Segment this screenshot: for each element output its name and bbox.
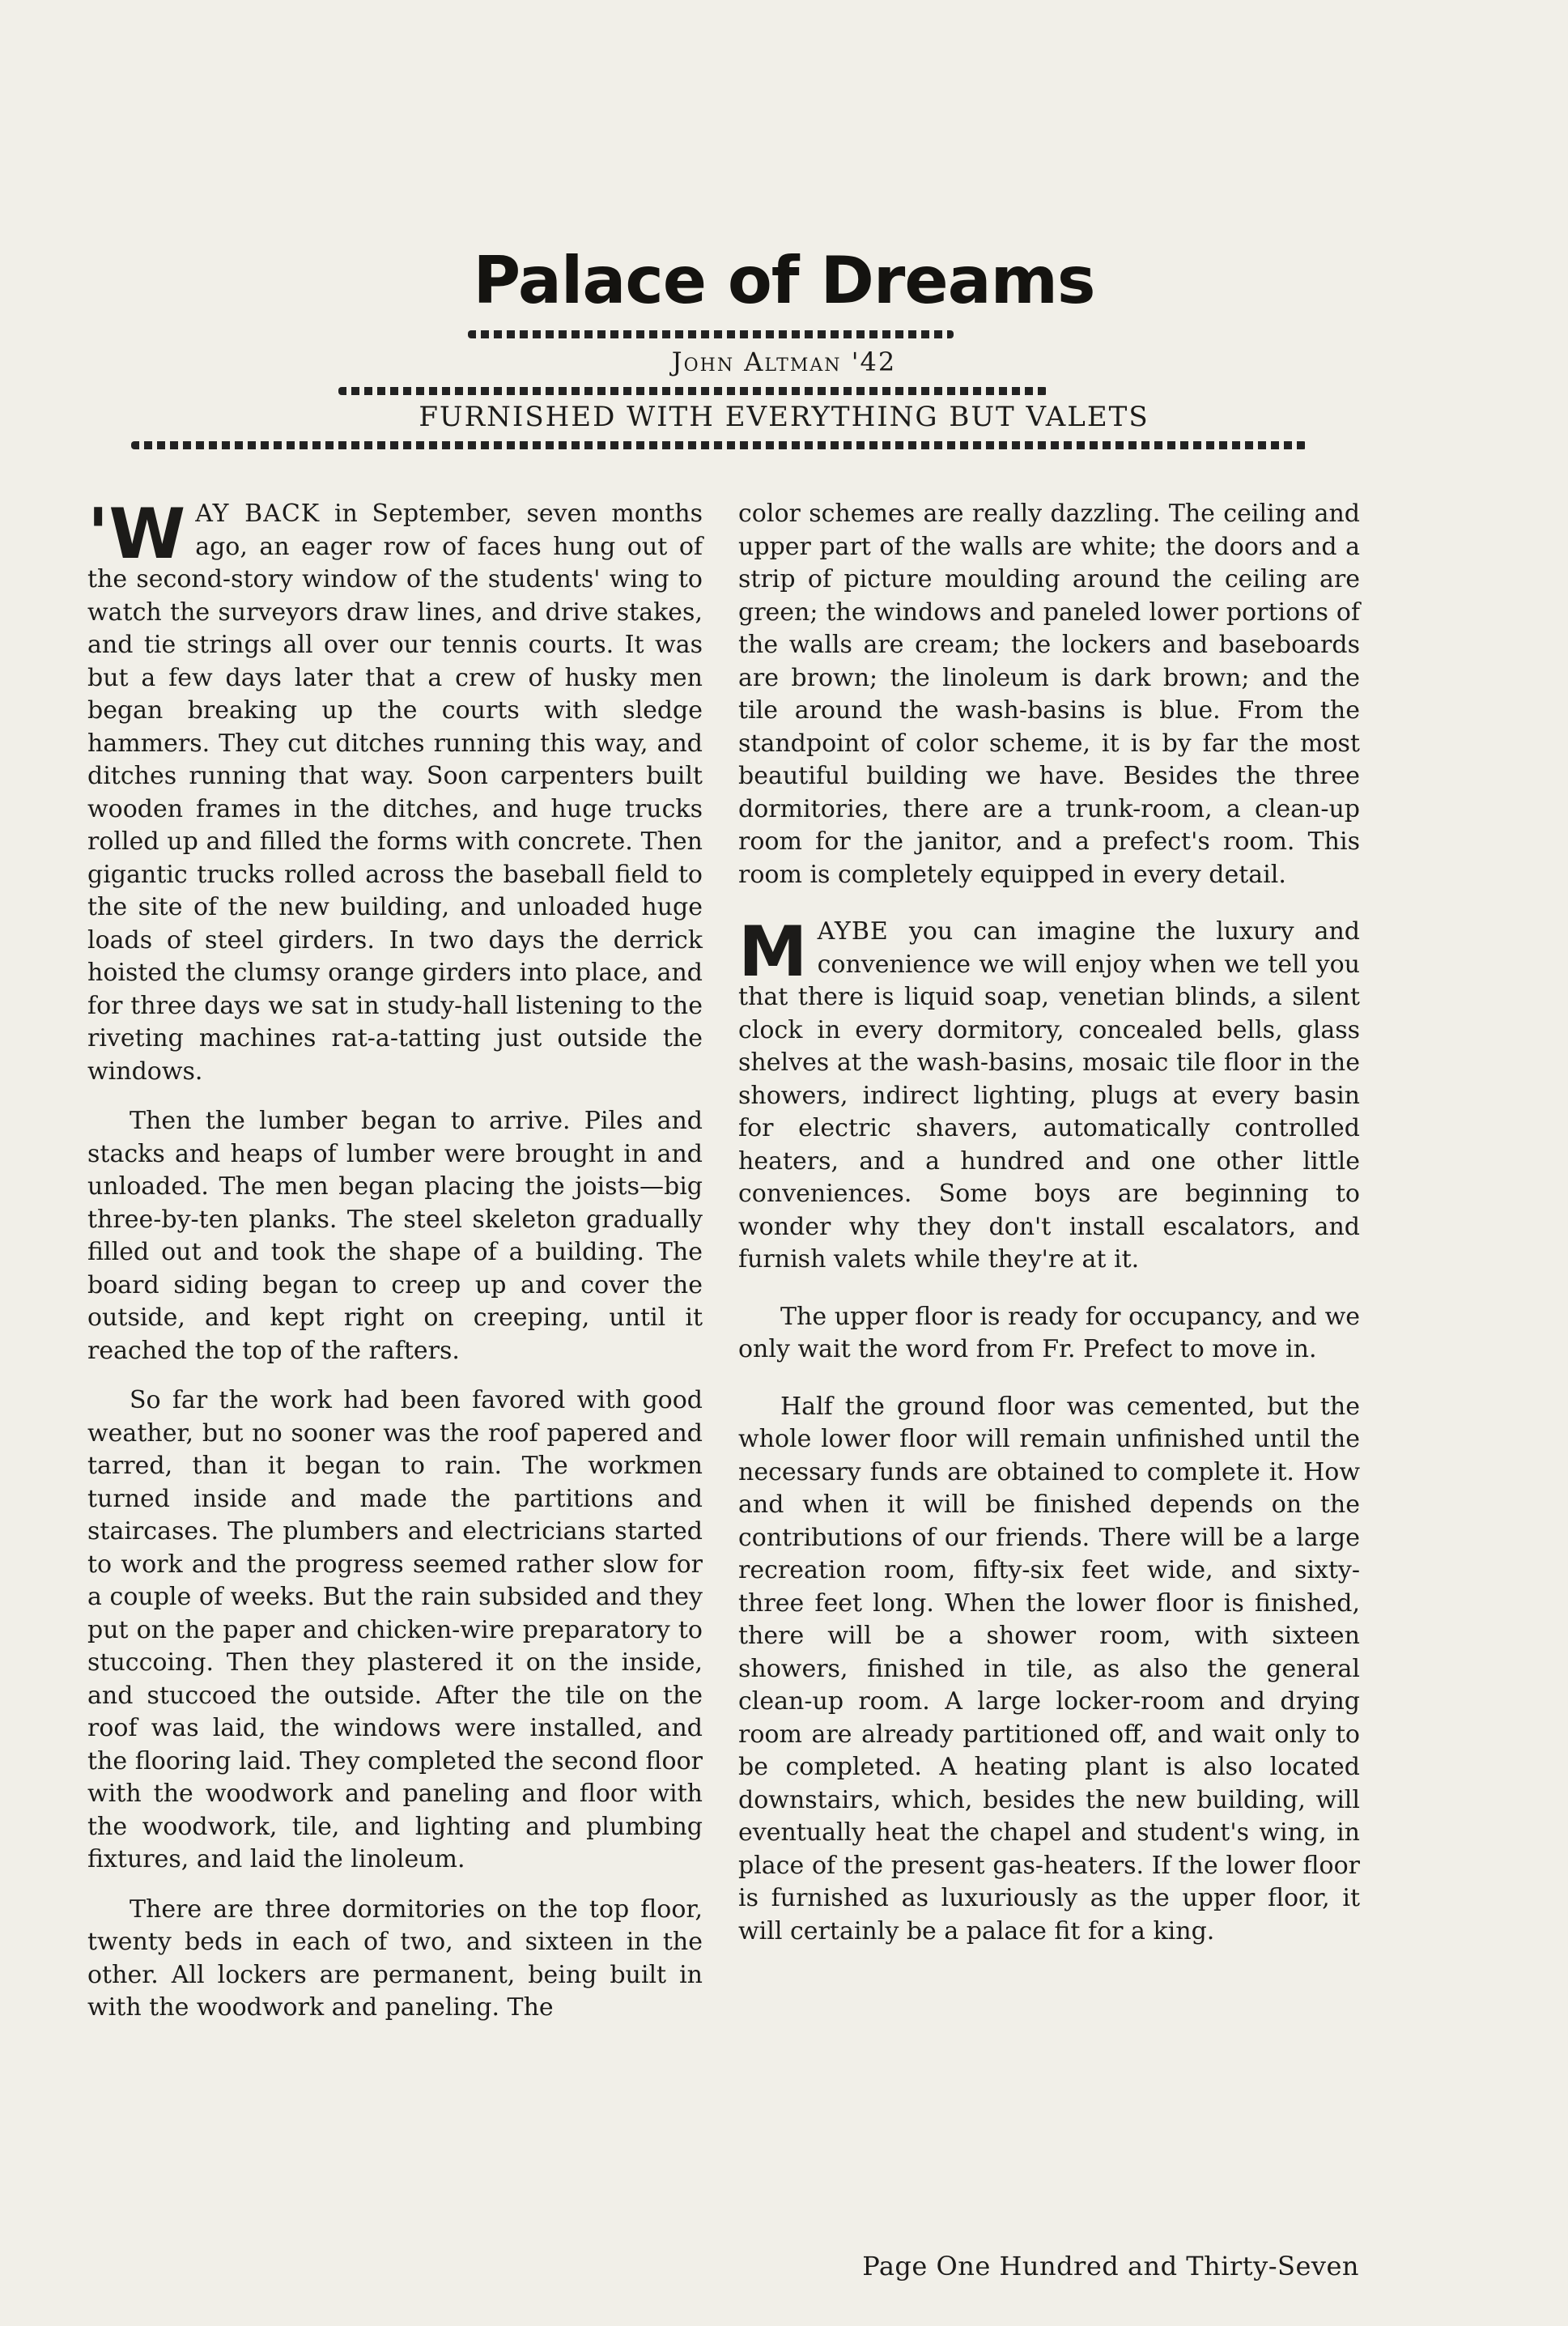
paragraph: So far the work had been favored with good weather, but no sooner was the roof papered and tarred, than it began to rain. The workmen turned inside and made the partitions and staircases. The plumbers and electricians started to work and the progress seemed rather slow for a couple of weeks. But the rain subsided and they put on the paper and chicken-wire preparatory to stuccoing. Then they plastered it on the inside, and stuccoed the outside. After the tile on the roof was laid, the windows were installed, and the flooring laid. They completed the second floor with the woodwork and paneling and floor with the woodwork, tile, and lighting and plumbing fixtures, and laid the linoleum. <box>87 1386 703 1873</box>
lead-in: AYBE <box>817 917 889 946</box>
article-title: Palace of Dreams <box>473 243 1095 318</box>
paragraph: There are three dormitories on the top floor, twenty beds in each of two, and sixteen in the other. All lockers are permanent, being built in with the woodwork and paneling. The <box>87 1894 703 2022</box>
paragraph: Half the ground floor was cemented, but the whole lower floor will remain unfinished until the necessary funds are obtained to complete it. How and when it will be finished depends on the contributions of our friends. There will be a large recreation room, fifty-six feet wide, and sixty-three feet long. When the lower floor is finished, there will be a shower room, with sixteen showers, finished in tile, as also the general clean-up room. A large locker-room and drying room are already partitioned off, and wait only to be completed. A heating plant is also located downstairs, which, besides the new building, will eventually heat the chapel and student's wing, in place of the present gas-heaters. If the lower floor is furnished as luxuriously as the upper floor, it will certainly be a palace fit for a king. <box>738 1392 1360 1945</box>
right-column <box>738 498 1360 1965</box>
left-column <box>87 494 703 2042</box>
title-underline-divider <box>468 330 954 338</box>
paragraph-text: you can imagine the luxury and convenience we will enjoy when we tell you that there is liquid soap, venetian blinds, a silent clock in every dormitory, concealed bells, glass shelves at the wash-basins, mosaic tile floor in the showers, indirect lighting, plugs at every basin for electric shavers, automatically controlled heaters, and a hundred and one other little conveniences. Some boys are beginning to wonder why they don't install escalators, and furnish valets while they're at it. <box>738 917 1360 1274</box>
paragraph: The upper floor is ready for occupancy, and we only wait the word from Fr. Prefect to move in. <box>738 1302 1360 1363</box>
paragraph <box>87 494 703 1088</box>
subtitle-divider <box>131 441 1307 449</box>
author-divider <box>338 387 1047 395</box>
paragraph <box>738 912 1360 1277</box>
article-subtitle: FURNISHED WITH EVERYTHING BUT VALETS <box>419 401 1149 433</box>
paragraph: color schemes are really dazzling. The ceiling and upper part of the walls are white; the doors and a strip of picture moulding around the ceiling are green; the windows and paneled lower portions of the walls are cream; the lockers and baseboards are brown; the linoleum is dark brown; and the tile around the wash-basins is blue. From the standpoint of color scheme, it is by far the most beautiful building we have. Besides the three dormitories, there are a trunk-room, a clean-up room for the janitor, and a prefect's room. This room is completely equipped in every detail. <box>738 500 1360 889</box>
paragraph: Then the lumber began to arrive. Piles and stacks and heaps of lumber were brought in and unloaded. The men began placing the joists—big three-by-ten planks. The steel skeleton gradually filled out and took the shape of a building. The board siding began to creep up and cover the outside, and kept right on creeping, until it reached the top of the rafters. <box>87 1107 703 1365</box>
drop-cap: 'W <box>87 494 186 575</box>
lead-in: AY BACK <box>195 500 321 528</box>
article-author: John Altman '42 <box>671 347 897 377</box>
paragraph-text: in September, seven months ago, an eager row of faces hung out of the second-story window of the students' wing to watch the surveyors draw lines, and drive stakes, and tie strings all over our tennis courts. It was but a few days later that a crew of husky men began breaking up the courts with sledge hammers. They cut ditches running this way, and ditches running that way. Soon carpenters built wooden frames in the ditches, and huge trucks rolled up and filled the forms with concrete. Then gigantic trucks rolled across the baseball field to the site of the new building, and unloaded huge loads of steel girders. In two days the derrick hoisted the clumsy orange girders into place, and for three days we sat in study-hall listening to the riveting machines rat-a-tatting just outside the windows. <box>87 500 703 1086</box>
page-number: Page One Hundred and Thirty-Seven <box>862 2251 1359 2281</box>
drop-cap: M <box>738 912 808 993</box>
